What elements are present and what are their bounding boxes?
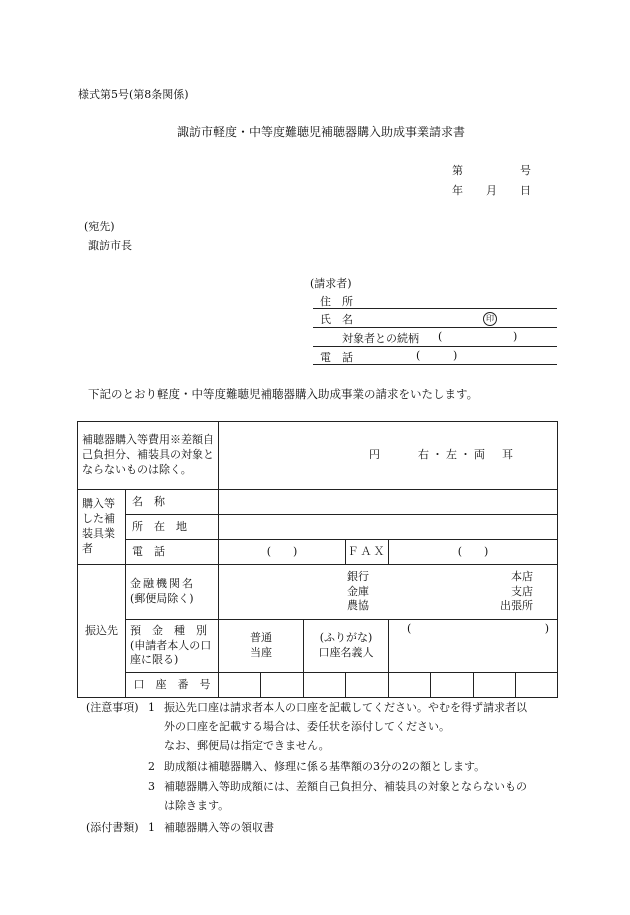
- bank-type[interactable]: 金庫: [347, 584, 369, 598]
- note-1-line-2: 外の口座を記載する場合は、委任状を添付してください。: [164, 720, 450, 733]
- vendor-label: 購入等した補装具業者: [78, 490, 126, 565]
- addressee-name: 諏訪市長: [88, 239, 132, 252]
- vendor-phone-label: 電 話: [126, 540, 219, 565]
- account-digit[interactable]: [516, 673, 558, 698]
- attachments-label: (添付書類): [86, 821, 139, 834]
- fax-field[interactable]: ( ): [389, 540, 558, 565]
- deposit-type[interactable]: 当座: [250, 646, 272, 659]
- relation-open: (: [438, 330, 443, 343]
- doc-number-dai: 第: [452, 164, 463, 177]
- attachments-num: 1: [148, 821, 155, 834]
- note-1-line-1: 振込先口座は請求者本人の口座を記載してください。やむを得ず請求者以: [164, 701, 527, 714]
- attachments-text: 補聴器購入等の領収書: [164, 821, 274, 834]
- note-2-num: 2: [148, 760, 155, 773]
- phone-close: ): [453, 349, 458, 362]
- intro-text: 下記のとおり軽度・中等度難聴児補聴器購入助成事業の請求をいたします。: [88, 387, 479, 401]
- vendor-phone-field[interactable]: ( ): [219, 540, 346, 565]
- vendor-name-label: 名 称: [126, 490, 219, 515]
- deposit-type-field[interactable]: [219, 620, 304, 673]
- account-digit[interactable]: [261, 673, 304, 698]
- branch-type[interactable]: 本店: [511, 569, 533, 583]
- branch-type[interactable]: 支店: [511, 584, 533, 598]
- bank-type[interactable]: 農協: [347, 599, 369, 613]
- fax-label: ＦＡＸ: [346, 540, 389, 565]
- seal-mark: 印: [483, 312, 497, 326]
- bank-name-label: [126, 565, 219, 620]
- cost-label: 補聴器購入等費用※差額自己負担分、補装具の対象とならないものは除く。: [78, 422, 219, 490]
- bank-name-note: (郵便局除く): [130, 592, 194, 605]
- phone-underline: [313, 364, 557, 365]
- date-year: 年: [452, 184, 463, 197]
- notes-label: (注意事項): [86, 701, 139, 714]
- deposit-type[interactable]: 普通: [250, 631, 272, 645]
- ear-selector[interactable]: 右・左・両 耳: [418, 448, 516, 462]
- claimant-name-label: 氏 名: [320, 313, 353, 326]
- name-underline: [313, 327, 557, 328]
- account-number-label: 口 座 番 号: [126, 673, 219, 698]
- branch-type-list: [500, 570, 533, 615]
- note-1-line-3: なお、郵便局は指定できません。: [164, 739, 330, 752]
- doc-number-go: 号: [520, 164, 531, 177]
- relation-label: 対象者との続柄: [342, 332, 419, 345]
- vendor-address-label: 所 在 地: [126, 515, 219, 540]
- form-number: 様式第5号(第8条関係): [78, 88, 189, 101]
- note-3-num: 3: [148, 780, 155, 793]
- request-table: [77, 421, 558, 698]
- bank-type[interactable]: 銀行: [347, 569, 369, 583]
- note-2-line-1: 助成額は補聴器購入、修理に係る基準額の3分の2の額とします。: [164, 760, 486, 773]
- vendor-address-field[interactable]: [219, 515, 558, 540]
- claimant-heading: (請求者): [310, 277, 352, 290]
- bank-type-list: [347, 570, 369, 615]
- note-1-num: 1: [148, 701, 155, 714]
- relation-close: ): [513, 330, 518, 343]
- relation-underline: [313, 346, 557, 347]
- claimant-address-label: 住 所: [320, 295, 353, 308]
- note-3-line-1: 補聴器購入等助成額には、差額自己負担分、補装具の対象とならないもの: [164, 780, 527, 793]
- bank-name-title: 金融機関名: [130, 577, 195, 591]
- phone-open: (: [416, 349, 421, 362]
- claimant-phone-label: 電 話: [320, 351, 353, 364]
- bank-name-field[interactable]: [219, 565, 558, 620]
- note-3-line-2: は除きます。: [164, 799, 230, 812]
- date-day: 日: [520, 184, 531, 197]
- holder-field[interactable]: ( ): [389, 620, 558, 673]
- addressee-label: (宛先): [84, 220, 115, 233]
- address-underline: [313, 308, 557, 309]
- account-digit[interactable]: [304, 673, 346, 698]
- date-month: 月: [486, 184, 497, 197]
- branch-type[interactable]: 出張所: [500, 599, 533, 613]
- deposit-label: 預 金 種 別 (申請者本人の口座に限る): [126, 620, 219, 673]
- account-digit[interactable]: [389, 673, 431, 698]
- transfer-label: 振込先: [78, 565, 126, 698]
- cost-value-cell[interactable]: [219, 422, 558, 490]
- vendor-name-field[interactable]: [219, 490, 558, 515]
- account-digit[interactable]: [474, 673, 516, 698]
- yen-unit: 円: [369, 448, 380, 462]
- account-digit[interactable]: [431, 673, 474, 698]
- holder-label: (ふりがな) 口座名義人: [304, 620, 389, 673]
- account-digit[interactable]: [346, 673, 389, 698]
- account-digit[interactable]: [219, 673, 261, 698]
- page-title: 諏訪市軽度・中等度難聴児補聴器購入助成事業請求書: [177, 125, 466, 139]
